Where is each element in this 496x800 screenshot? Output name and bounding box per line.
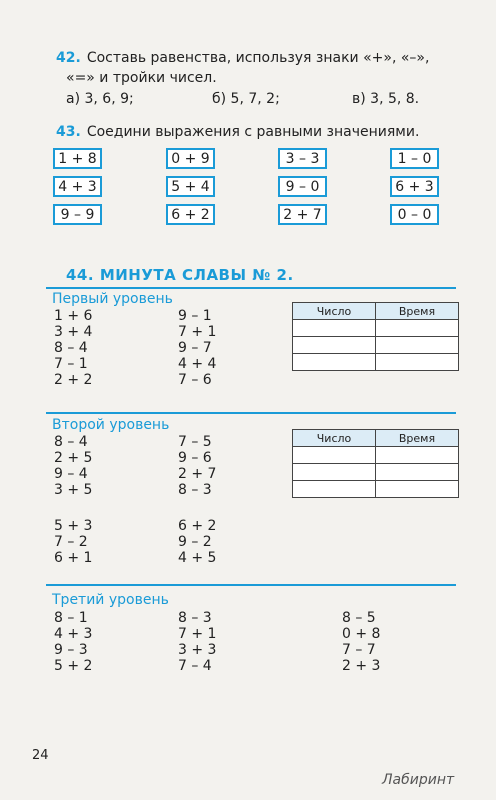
expression: 8 – 4 bbox=[54, 340, 88, 356]
watermark-logo: Лабиринт bbox=[382, 772, 455, 788]
expression: 7 – 7 bbox=[342, 642, 376, 658]
expression-box[interactable]: 6 + 2 bbox=[166, 204, 215, 225]
expression: 8 – 3 bbox=[178, 610, 212, 626]
expression: 2 + 5 bbox=[54, 450, 93, 466]
expression: 3 + 5 bbox=[54, 482, 93, 498]
expression: 1 + 6 bbox=[54, 308, 93, 324]
task-43-heading bbox=[56, 124, 419, 140]
table-cell[interactable] bbox=[376, 354, 459, 371]
expression-box[interactable]: 5 + 4 bbox=[166, 176, 215, 197]
task-42-option-a: а) 3, 6, 9; bbox=[66, 91, 134, 107]
level-2-column-4 bbox=[178, 518, 216, 566]
expression: 7 + 1 bbox=[178, 626, 217, 642]
task-44-title: МИНУТА СЛАВЫ № 2. bbox=[99, 266, 294, 284]
level-3-column-3 bbox=[342, 610, 380, 674]
expression: 8 – 5 bbox=[342, 610, 376, 626]
table-header-time: Время bbox=[376, 303, 459, 320]
expression-box[interactable]: 0 – 0 bbox=[390, 204, 439, 225]
level-2-column-1 bbox=[54, 434, 92, 498]
task-44-number: 44. bbox=[66, 266, 95, 284]
expression: 6 + 2 bbox=[178, 518, 217, 534]
expression: 9 – 3 bbox=[54, 642, 88, 658]
table-header-number: Число bbox=[293, 430, 376, 447]
level-2-column-2 bbox=[178, 434, 216, 498]
expression: 7 – 6 bbox=[178, 372, 212, 388]
table-cell[interactable] bbox=[376, 337, 459, 354]
expression-box[interactable]: 9 – 0 bbox=[278, 176, 327, 197]
task-43-column-2 bbox=[166, 148, 215, 225]
level-3-column-2 bbox=[178, 610, 216, 674]
expression: 4 + 5 bbox=[178, 550, 217, 566]
task-42-option-b: б) 5, 7, 2; bbox=[212, 91, 280, 107]
expression: 5 + 3 bbox=[54, 518, 93, 534]
task-43-column-3 bbox=[278, 148, 327, 225]
expression: 2 + 2 bbox=[54, 372, 93, 388]
level-3-label: Третий уровень bbox=[52, 592, 169, 608]
level-2-results-table bbox=[292, 429, 459, 498]
section-divider bbox=[46, 287, 456, 289]
expression: 5 + 2 bbox=[54, 658, 93, 674]
expression: 8 – 1 bbox=[54, 610, 88, 626]
level-1-column-2 bbox=[178, 308, 216, 388]
expression: 3 + 4 bbox=[54, 324, 93, 340]
expression-box[interactable]: 4 + 3 bbox=[53, 176, 102, 197]
expression: 9 – 4 bbox=[54, 466, 88, 482]
section-divider bbox=[46, 584, 456, 586]
expression-box[interactable]: 9 – 9 bbox=[53, 204, 102, 225]
expression: 3 + 3 bbox=[178, 642, 217, 658]
level-1-column-1 bbox=[54, 308, 92, 388]
expression: 9 – 1 bbox=[178, 308, 212, 324]
expression: 7 – 1 bbox=[54, 356, 88, 372]
expression: 9 – 7 bbox=[178, 340, 212, 356]
expression: 4 + 4 bbox=[178, 356, 217, 372]
table-cell[interactable] bbox=[293, 481, 376, 498]
table-header-number: Число bbox=[293, 303, 376, 320]
task-43-number: 43. bbox=[56, 124, 81, 140]
expression-box[interactable]: 0 + 9 bbox=[166, 148, 215, 169]
expression: 9 – 6 bbox=[178, 450, 212, 466]
level-3-column-1 bbox=[54, 610, 92, 674]
table-cell[interactable] bbox=[293, 320, 376, 337]
table-cell[interactable] bbox=[376, 464, 459, 481]
expression: 7 – 2 bbox=[54, 534, 88, 550]
expression: 7 + 1 bbox=[178, 324, 217, 340]
level-2-column-3 bbox=[54, 518, 92, 566]
expression: 8 – 3 bbox=[178, 482, 212, 498]
task-42-number: 42. bbox=[56, 50, 81, 66]
table-header-time: Время bbox=[376, 430, 459, 447]
expression-box[interactable]: 3 – 3 bbox=[278, 148, 327, 169]
level-2-label: Второй уровень bbox=[52, 417, 170, 433]
level-1-results-table bbox=[292, 302, 459, 371]
expression: 9 – 2 bbox=[178, 534, 212, 550]
table-cell[interactable] bbox=[293, 464, 376, 481]
expression-box[interactable]: 1 – 0 bbox=[390, 148, 439, 169]
task-43-column-1 bbox=[53, 148, 102, 225]
task-42-text-line2: «=» и тройки чисел. bbox=[66, 70, 217, 86]
task-43-column-4 bbox=[390, 148, 439, 225]
expression-box[interactable]: 1 + 8 bbox=[53, 148, 102, 169]
task-43-text: Соедини выражения с равными значениями. bbox=[86, 124, 420, 140]
expression: 0 + 8 bbox=[342, 626, 381, 642]
expression-box[interactable]: 2 + 7 bbox=[278, 204, 327, 225]
expression: 4 + 3 bbox=[54, 626, 93, 642]
table-cell[interactable] bbox=[376, 320, 459, 337]
section-divider bbox=[46, 412, 456, 414]
expression: 6 + 1 bbox=[54, 550, 93, 566]
expression: 7 – 5 bbox=[178, 434, 212, 450]
page-number: 24 bbox=[32, 748, 49, 763]
task-42-option-c: в) 3, 5, 8. bbox=[352, 91, 420, 107]
table-cell[interactable] bbox=[376, 447, 459, 464]
task-44-heading bbox=[66, 266, 294, 284]
table-cell[interactable] bbox=[293, 447, 376, 464]
level-1-label: Первый уровень bbox=[52, 291, 173, 307]
expression: 7 – 4 bbox=[178, 658, 212, 674]
table-cell[interactable] bbox=[376, 481, 459, 498]
expression: 8 – 4 bbox=[54, 434, 88, 450]
expression-box[interactable]: 6 + 3 bbox=[390, 176, 439, 197]
task-42-text-line1: Составь равенства, используя знаки «+», «–», bbox=[86, 50, 430, 66]
table-cell[interactable] bbox=[293, 354, 376, 371]
table-cell[interactable] bbox=[293, 337, 376, 354]
expression: 2 + 3 bbox=[342, 658, 381, 674]
expression: 2 + 7 bbox=[178, 466, 217, 482]
task-42-heading bbox=[56, 50, 429, 66]
